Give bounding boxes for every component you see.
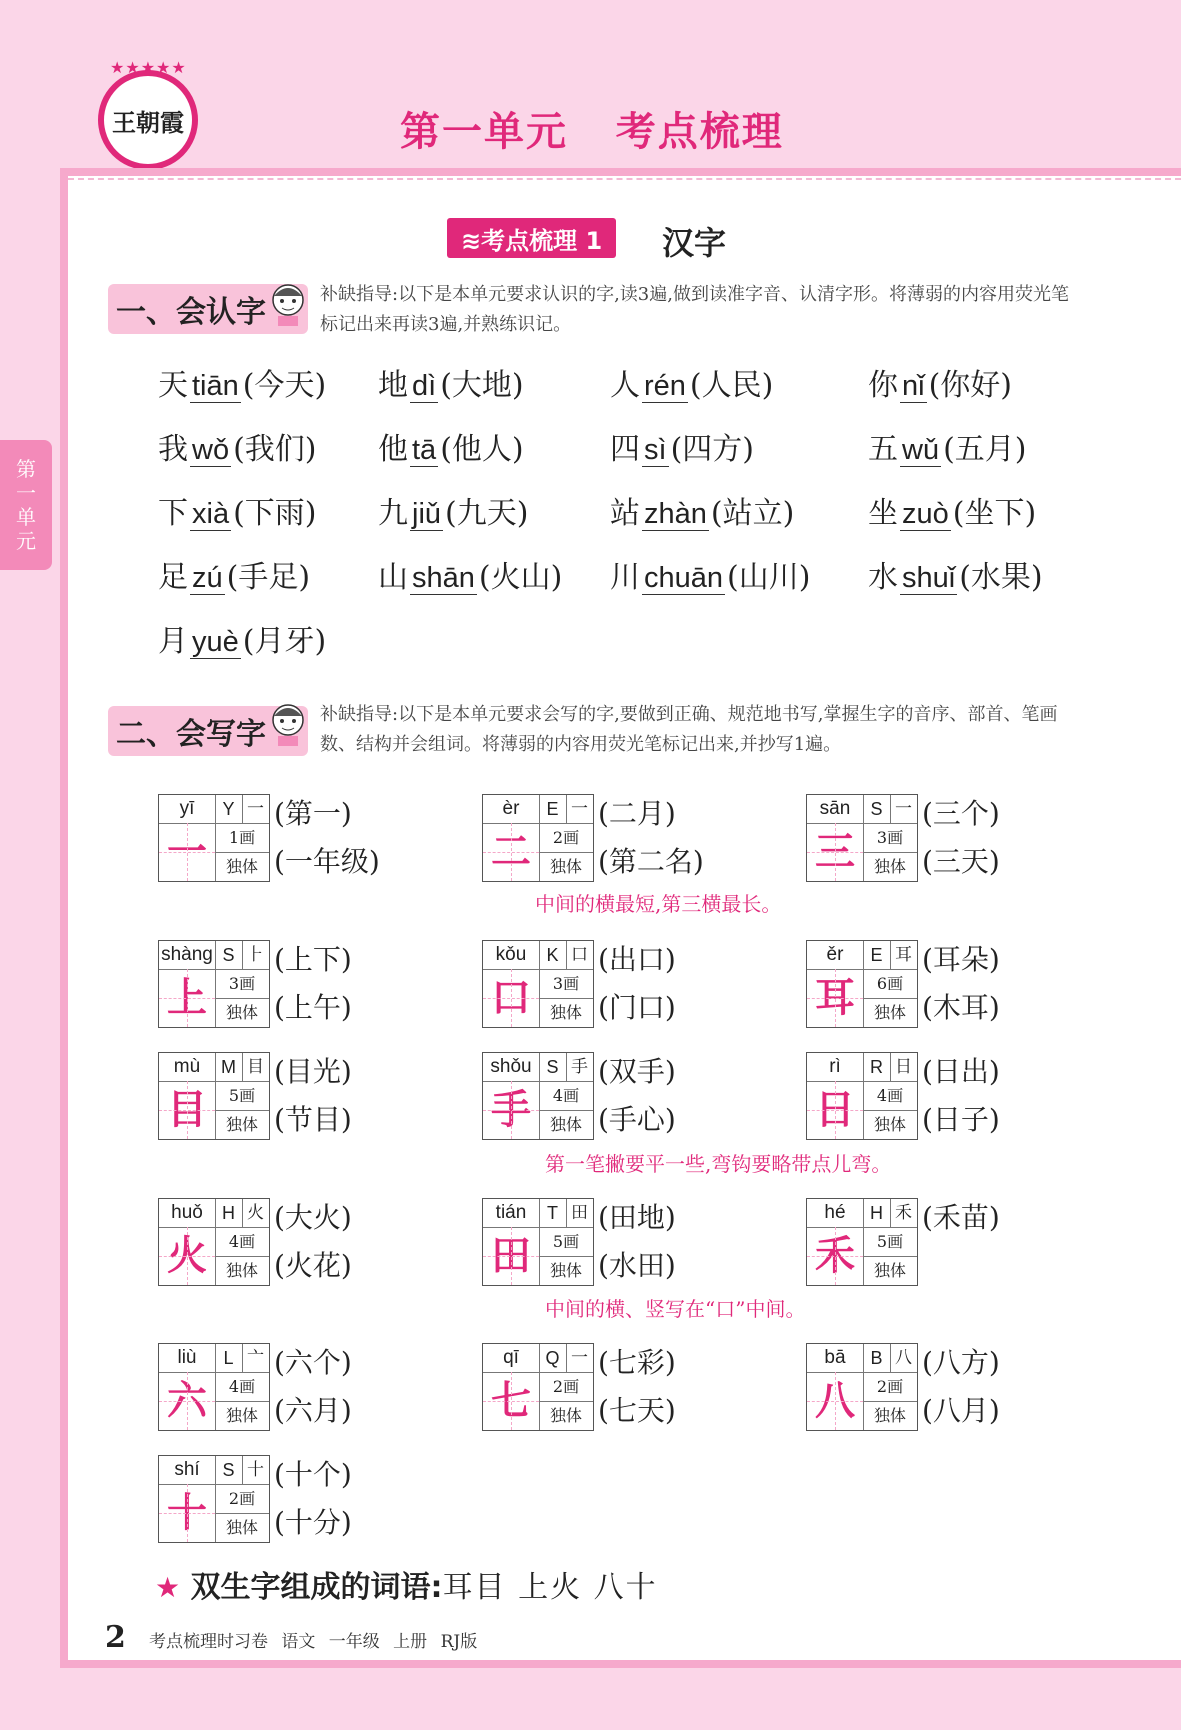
recognize-word: (五月) bbox=[943, 432, 1027, 467]
recognize-item bbox=[868, 552, 1043, 596]
recognize-char: 下 bbox=[158, 496, 188, 531]
publisher-logo bbox=[98, 58, 198, 170]
card-strokes: 4画 bbox=[863, 1081, 917, 1111]
card-words bbox=[598, 1194, 676, 1290]
char-grid-box bbox=[158, 1343, 270, 1431]
recognize-word: (坐下) bbox=[952, 496, 1037, 531]
card-structure: 独体 bbox=[225, 1261, 258, 1280]
card-words bbox=[274, 1048, 352, 1144]
char-grid-box bbox=[482, 1052, 594, 1140]
card-words bbox=[922, 1194, 1000, 1242]
recognize-word: (人民) bbox=[689, 368, 774, 403]
card-word-1: (三个) bbox=[922, 797, 1000, 830]
card-word-1: (出口) bbox=[598, 943, 676, 976]
section-title-write: 二、会写字 bbox=[108, 706, 308, 756]
recognize-pinyin: nǐ bbox=[902, 370, 925, 402]
card-strokes: 5画 bbox=[215, 1081, 269, 1111]
card-strokes: 4画 bbox=[539, 1081, 593, 1111]
card-structure: 独体 bbox=[225, 1518, 258, 1537]
footer-text: 考点梳理时习卷 语文 一年级 上册 RJ版 bbox=[148, 1632, 478, 1652]
recognize-item bbox=[610, 424, 754, 468]
card-word-2: (一年级) bbox=[274, 845, 380, 878]
card-pinyin: shí bbox=[159, 1456, 216, 1485]
card-pinyin: rì bbox=[807, 1053, 864, 1082]
recognize-word: (山川) bbox=[727, 560, 811, 595]
card-word-2: (木耳) bbox=[922, 991, 1000, 1024]
card-words bbox=[922, 1339, 1000, 1435]
card-structure: 独体 bbox=[873, 857, 906, 876]
card-pinyin: bā bbox=[807, 1344, 864, 1373]
card-pinyin: sān bbox=[807, 795, 864, 824]
recognize-char: 坐 bbox=[868, 496, 898, 531]
write-card bbox=[806, 1198, 1141, 1288]
card-words bbox=[598, 1048, 676, 1144]
card-strokes: 3画 bbox=[863, 823, 917, 853]
section2-hint: 补缺指导:以下是本单元要求会写的字,要做到正确、规范地书写,掌握生字的音序、部首、笔画数、结构并会组词。将薄弱的内容用荧光笔标记出来,并抄写1遍。 bbox=[320, 704, 1058, 755]
write-card bbox=[806, 940, 1141, 1030]
recognize-word: (手足) bbox=[226, 560, 311, 595]
card-structure: 独体 bbox=[873, 1406, 906, 1425]
recognize-pinyin: yuè bbox=[192, 626, 239, 658]
card-character: 七 bbox=[483, 1372, 540, 1430]
card-word-2: (八月) bbox=[922, 1394, 1000, 1427]
card-word-1: (八方) bbox=[922, 1346, 1000, 1379]
recognize-item bbox=[610, 552, 810, 596]
recognize-pinyin: dì bbox=[412, 370, 437, 402]
card-pinyin: mù bbox=[159, 1053, 216, 1082]
page-number: 2 bbox=[105, 1620, 126, 1655]
recognize-word: (你好) bbox=[928, 368, 1012, 403]
card-radical: 一 bbox=[566, 1344, 593, 1373]
card-words bbox=[598, 1339, 676, 1435]
card-strokes: 2画 bbox=[215, 1484, 269, 1514]
recognize-char: 月 bbox=[158, 624, 188, 659]
card-initial: B bbox=[863, 1344, 891, 1373]
card-initial: H bbox=[863, 1199, 891, 1228]
card-word-2: (水田) bbox=[598, 1249, 676, 1282]
card-pinyin: tián bbox=[483, 1199, 540, 1228]
char-grid-box bbox=[806, 940, 918, 1028]
write-card bbox=[482, 794, 817, 884]
char-grid-box bbox=[158, 794, 270, 882]
card-initial: H bbox=[215, 1199, 243, 1228]
card-words bbox=[274, 790, 380, 886]
card-character: 日 bbox=[807, 1081, 864, 1139]
card-word-2: (上午) bbox=[274, 991, 352, 1024]
recognize-item bbox=[610, 360, 773, 404]
recognize-item bbox=[378, 488, 528, 532]
card-character: 目 bbox=[159, 1081, 216, 1139]
card-character: 六 bbox=[159, 1372, 216, 1430]
recognize-pinyin: shān bbox=[412, 562, 475, 594]
card-word-1: (日出) bbox=[922, 1055, 1000, 1088]
recognize-char: 他 bbox=[378, 432, 408, 467]
card-character: 火 bbox=[159, 1227, 216, 1285]
char-grid-box bbox=[806, 1198, 918, 1286]
card-words bbox=[274, 1339, 352, 1435]
card-pinyin: huǒ bbox=[159, 1199, 216, 1228]
card-structure: 独体 bbox=[225, 1406, 258, 1425]
card-strokes: 1画 bbox=[215, 823, 269, 853]
card-initial: E bbox=[539, 795, 567, 824]
recognize-char: 站 bbox=[610, 496, 640, 531]
card-words bbox=[598, 790, 704, 886]
card-word-1: (目光) bbox=[274, 1055, 352, 1088]
recognize-pinyin: jiǔ bbox=[412, 498, 442, 530]
card-radical: 日 bbox=[890, 1053, 917, 1082]
card-initial: L bbox=[215, 1344, 243, 1373]
page-title: 第一单元 考点梳理 bbox=[400, 109, 784, 155]
card-initial: T bbox=[539, 1199, 567, 1228]
card-word-2: (节目) bbox=[274, 1103, 352, 1136]
logo-stars: ★★★★★ bbox=[110, 58, 187, 77]
side-tab-char: 元 bbox=[16, 529, 36, 553]
page-footer bbox=[105, 1620, 477, 1655]
card-strokes: 6画 bbox=[863, 969, 917, 999]
card-structure: 独体 bbox=[549, 1115, 582, 1134]
card-word-2: (十分) bbox=[274, 1506, 352, 1539]
star-icon: ★ bbox=[155, 1571, 181, 1604]
double-char-words bbox=[155, 1562, 658, 1606]
card-pinyin: kǒu bbox=[483, 941, 540, 970]
card-strokes: 2画 bbox=[539, 1372, 593, 1402]
recognize-char: 你 bbox=[868, 368, 898, 403]
card-initial: K bbox=[539, 941, 567, 970]
recognize-word: (月牙) bbox=[242, 624, 327, 659]
card-word-1: (耳朵) bbox=[922, 943, 1000, 976]
card-radical: 一 bbox=[242, 795, 269, 824]
card-structure: 独体 bbox=[873, 1261, 906, 1280]
char-grid-box bbox=[158, 1198, 270, 1286]
card-word-1: (第一) bbox=[274, 797, 352, 830]
kp-title: 汉字 bbox=[662, 224, 727, 262]
write-card bbox=[806, 1343, 1141, 1433]
recognize-item bbox=[158, 616, 326, 660]
card-structure: 独体 bbox=[873, 1115, 906, 1134]
card-character: 三 bbox=[807, 823, 864, 881]
recognize-item bbox=[158, 552, 310, 596]
char-grid-box bbox=[806, 1343, 918, 1431]
card-radical: 八 bbox=[890, 1344, 917, 1373]
card-pinyin: yī bbox=[159, 795, 216, 824]
card-structure: 独体 bbox=[225, 1003, 258, 1022]
write-card bbox=[482, 1052, 817, 1142]
char-grid-box bbox=[158, 1052, 270, 1140]
card-pinyin: hé bbox=[807, 1199, 864, 1228]
side-tab-char: 第 bbox=[16, 457, 36, 481]
writing-note: 中间的横最短,第三横最长。 bbox=[535, 892, 782, 916]
recognize-pinyin: chuān bbox=[644, 562, 724, 594]
card-strokes: 5画 bbox=[539, 1227, 593, 1257]
recognize-word: (大地) bbox=[440, 368, 524, 403]
card-pinyin: qī bbox=[483, 1344, 540, 1373]
write-card bbox=[158, 1343, 493, 1433]
card-strokes: 3画 bbox=[215, 969, 269, 999]
card-pinyin: liù bbox=[159, 1344, 216, 1373]
char-grid-box bbox=[482, 794, 594, 882]
card-character: 二 bbox=[483, 823, 540, 881]
recognize-char: 川 bbox=[610, 560, 640, 595]
recognize-char: 山 bbox=[378, 560, 408, 595]
card-radical: 禾 bbox=[890, 1199, 917, 1228]
card-words bbox=[274, 1194, 352, 1290]
card-words bbox=[598, 936, 676, 1032]
recognize-char: 人 bbox=[610, 368, 640, 403]
recognize-word: (今天) bbox=[242, 368, 327, 403]
recognize-item bbox=[158, 488, 317, 532]
recognize-word: (四方) bbox=[670, 432, 754, 467]
recognize-char: 天 bbox=[158, 368, 188, 403]
recognize-item bbox=[378, 552, 562, 596]
side-tab-char: 一 bbox=[16, 481, 36, 505]
section-title-recognize: 一、会认字 bbox=[108, 284, 308, 334]
recognize-pinyin: rén bbox=[644, 370, 686, 402]
card-initial: Q bbox=[539, 1344, 567, 1373]
card-word-2: (火花) bbox=[274, 1249, 352, 1282]
char-grid-box bbox=[482, 940, 594, 1028]
card-structure: 独体 bbox=[225, 857, 258, 876]
card-initial: S bbox=[539, 1053, 567, 1082]
card-words bbox=[274, 1451, 352, 1547]
card-words bbox=[922, 1048, 1000, 1144]
student-face-icon bbox=[268, 280, 308, 328]
write-card bbox=[158, 940, 493, 1030]
recognize-pinyin: zú bbox=[192, 562, 223, 594]
card-structure: 独体 bbox=[549, 1406, 582, 1425]
recognize-pinyin: zhàn bbox=[644, 498, 707, 530]
card-pinyin: èr bbox=[483, 795, 540, 824]
card-radical: 一 bbox=[566, 795, 593, 824]
write-card bbox=[158, 794, 493, 884]
card-character: 八 bbox=[807, 1372, 864, 1430]
card-word-2: (日子) bbox=[922, 1103, 1000, 1136]
write-card bbox=[482, 1198, 817, 1288]
card-strokes: 5画 bbox=[863, 1227, 917, 1257]
writing-note: 中间的横、竖写在“口”中间。 bbox=[545, 1297, 806, 1321]
card-character: 手 bbox=[483, 1081, 540, 1139]
write-card bbox=[806, 794, 1141, 884]
recognize-char: 九 bbox=[378, 496, 408, 531]
card-character: 十 bbox=[159, 1484, 216, 1542]
card-word-1: (十个) bbox=[274, 1458, 352, 1491]
char-grid-box bbox=[482, 1198, 594, 1286]
card-words bbox=[922, 790, 1000, 886]
card-character: 田 bbox=[483, 1227, 540, 1285]
card-words bbox=[274, 936, 352, 1032]
recognize-item bbox=[868, 424, 1027, 468]
write-card bbox=[806, 1052, 1141, 1142]
card-initial: S bbox=[863, 795, 891, 824]
card-radical: 一 bbox=[890, 795, 917, 824]
recognize-item bbox=[158, 360, 326, 404]
card-initial: S bbox=[215, 941, 243, 970]
recognize-word: (我们) bbox=[233, 432, 317, 467]
card-word-2: (门口) bbox=[598, 991, 676, 1024]
card-initial: M bbox=[215, 1053, 243, 1082]
write-card bbox=[158, 1455, 493, 1545]
kp-badge: ≋考点梳理 1 bbox=[447, 218, 616, 258]
card-pinyin: shàng bbox=[159, 941, 216, 970]
card-word-1: (大火) bbox=[274, 1201, 352, 1234]
char-grid-box bbox=[158, 1455, 270, 1543]
card-word-2: (三天) bbox=[922, 845, 1000, 878]
unit-side-tab bbox=[0, 440, 52, 570]
side-tab-char: 单 bbox=[16, 505, 36, 529]
writing-note: 第一笔撇要平一些,弯钩要略带点儿弯。 bbox=[545, 1152, 892, 1176]
recognize-word: (九天) bbox=[445, 496, 529, 531]
write-card bbox=[482, 940, 817, 1030]
recognize-item bbox=[378, 424, 524, 468]
logo-text: 王朝霞 bbox=[112, 107, 184, 137]
recognize-item bbox=[610, 488, 794, 532]
recognize-char: 足 bbox=[158, 560, 188, 595]
recognize-char: 四 bbox=[610, 432, 640, 467]
card-radical: 亠 bbox=[242, 1344, 269, 1373]
card-initial: S bbox=[215, 1456, 243, 1485]
card-character: 一 bbox=[159, 823, 216, 881]
card-strokes: 2画 bbox=[863, 1372, 917, 1402]
card-word-2: (禾苗) bbox=[922, 1201, 1000, 1234]
card-radical: 田 bbox=[566, 1199, 593, 1228]
recognize-char: 地 bbox=[378, 368, 408, 403]
card-radical: 十 bbox=[242, 1456, 269, 1485]
card-initial: Y bbox=[215, 795, 243, 824]
recognize-word: (火山) bbox=[478, 560, 563, 595]
card-word-1: (上下) bbox=[274, 943, 352, 976]
recognize-pinyin: wǔ bbox=[902, 434, 940, 466]
card-words bbox=[922, 936, 1000, 1032]
card-word-1: (田地) bbox=[598, 1201, 676, 1234]
card-radical: 口 bbox=[566, 941, 593, 970]
write-card bbox=[158, 1198, 493, 1288]
recognize-char: 五 bbox=[868, 432, 898, 467]
card-initial: R bbox=[863, 1053, 891, 1082]
card-structure: 独体 bbox=[549, 1261, 582, 1280]
char-grid-box bbox=[806, 794, 918, 882]
recognize-word: (站立) bbox=[710, 496, 795, 531]
card-word-2: (第二名) bbox=[598, 845, 704, 878]
recognize-item bbox=[868, 360, 1012, 404]
recognize-pinyin: xià bbox=[192, 498, 230, 530]
card-pinyin: shǒu bbox=[483, 1053, 540, 1082]
double-value: 耳目 上火 八十 bbox=[442, 1570, 658, 1605]
card-initial: E bbox=[863, 941, 891, 970]
section1-hint: 补缺指导:以下是本单元要求认识的字,读3遍,做到读准字音、认清字形。将薄弱的内容用荧光笔标记出来再读3遍,并熟练识记。 bbox=[320, 284, 1069, 335]
char-grid-box bbox=[806, 1052, 918, 1140]
card-strokes: 2画 bbox=[539, 823, 593, 853]
card-word-1: (六个) bbox=[274, 1346, 352, 1379]
card-radical: 目 bbox=[242, 1053, 269, 1082]
card-radical: ⺊ bbox=[242, 941, 269, 970]
recognize-item bbox=[158, 424, 317, 468]
card-pinyin: ěr bbox=[807, 941, 864, 970]
card-strokes: 4画 bbox=[215, 1227, 269, 1257]
card-character: 口 bbox=[483, 969, 540, 1027]
write-card bbox=[482, 1343, 817, 1433]
card-character: 上 bbox=[159, 969, 216, 1027]
recognize-word: (水果) bbox=[959, 560, 1043, 595]
recognize-word: (下雨) bbox=[233, 496, 317, 531]
card-radical: 火 bbox=[242, 1199, 269, 1228]
card-word-1: (双手) bbox=[598, 1055, 676, 1088]
card-character: 禾 bbox=[807, 1227, 864, 1285]
card-structure: 独体 bbox=[549, 1003, 582, 1022]
recognize-char: 水 bbox=[868, 560, 898, 595]
card-structure: 独体 bbox=[225, 1115, 258, 1134]
card-strokes: 3画 bbox=[539, 969, 593, 999]
recognize-pinyin: wǒ bbox=[192, 434, 230, 466]
card-word-1: (二月) bbox=[598, 797, 676, 830]
recognize-pinyin: shuǐ bbox=[902, 562, 956, 594]
recognize-item bbox=[868, 488, 1036, 532]
card-word-1: (七彩) bbox=[598, 1346, 676, 1379]
recognize-item bbox=[378, 360, 524, 404]
write-card bbox=[158, 1052, 493, 1142]
char-grid-box bbox=[158, 940, 270, 1028]
card-radical: 耳 bbox=[890, 941, 917, 970]
recognize-pinyin: zuò bbox=[902, 498, 949, 530]
recognize-char: 我 bbox=[158, 432, 188, 467]
card-word-2: (手心) bbox=[598, 1103, 676, 1136]
card-character: 耳 bbox=[807, 969, 864, 1027]
card-structure: 独体 bbox=[873, 1003, 906, 1022]
double-label: 双生字组成的词语: bbox=[190, 1570, 443, 1605]
card-strokes: 4画 bbox=[215, 1372, 269, 1402]
student-face-icon bbox=[268, 700, 308, 748]
card-word-2: (七天) bbox=[598, 1394, 676, 1427]
recognize-word: (他人) bbox=[440, 432, 524, 467]
char-grid-box bbox=[482, 1343, 594, 1431]
recognize-pinyin: tiān bbox=[192, 370, 239, 402]
card-radical: 手 bbox=[566, 1053, 593, 1082]
recognize-pinyin: sì bbox=[644, 434, 667, 466]
recognize-pinyin: tā bbox=[412, 434, 437, 466]
card-word-2: (六月) bbox=[274, 1394, 352, 1427]
card-structure: 独体 bbox=[549, 857, 582, 876]
